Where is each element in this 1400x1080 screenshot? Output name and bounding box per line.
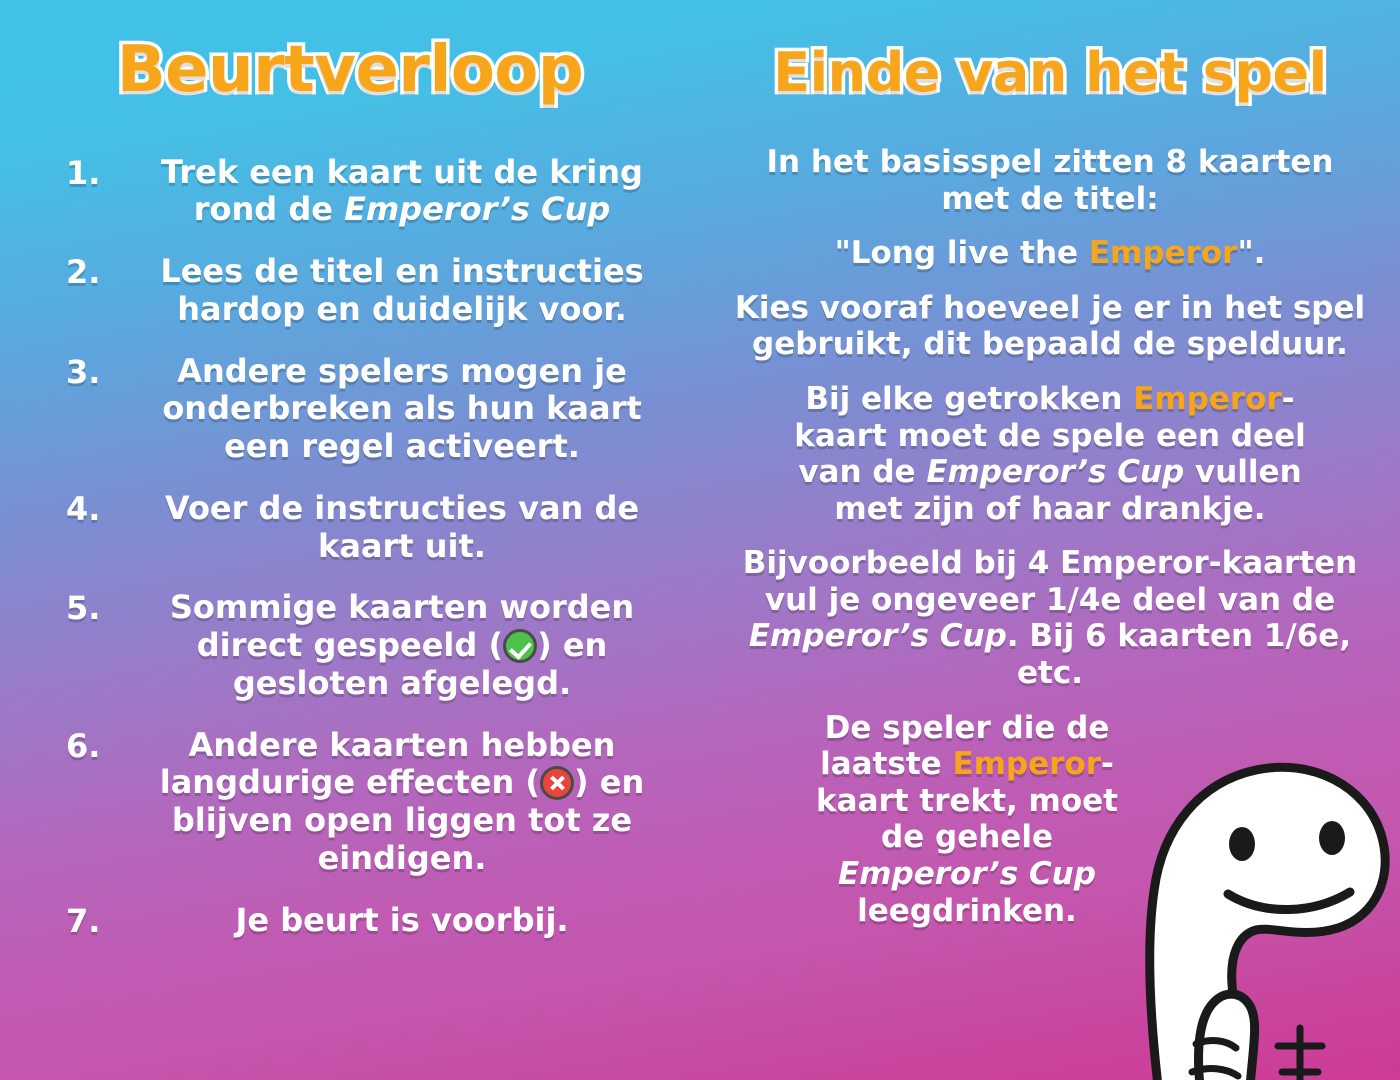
end-of-game-heading: Einde van het spel bbox=[773, 41, 1327, 104]
turn-sequence-list bbox=[40, 154, 660, 940]
list-item bbox=[40, 154, 660, 230]
paragraph-choose-amount bbox=[732, 290, 1368, 363]
step-italic-term: Emperor’s Cup bbox=[344, 190, 611, 229]
step-text: Voer de instructies van de kaart uit. bbox=[164, 488, 640, 565]
step-text: Trek een kaart uit de kring rond de Emperor’s Cup bbox=[161, 152, 643, 229]
paragraph-last-emperor bbox=[802, 710, 1132, 929]
step-number: 5. bbox=[66, 589, 101, 628]
list-item bbox=[40, 490, 660, 566]
step-text: Lees de titel en instructies hardop en duidelijk voor. bbox=[160, 252, 644, 328]
paragraph-fill-cup bbox=[732, 381, 1368, 527]
list-item bbox=[40, 589, 660, 702]
list-item bbox=[40, 902, 660, 940]
paragraph-text: . Bij 6 kaarten 1/6e, etc. bbox=[1006, 618, 1352, 692]
step-number: 7. bbox=[66, 901, 101, 940]
cross-circle-icon bbox=[540, 766, 574, 800]
emperors-cup-term: Emperor’s Cup bbox=[838, 855, 1096, 892]
step-text: Je beurt is voorbij. bbox=[235, 900, 569, 939]
emperors-cup-term: Emperor’s Cup bbox=[926, 454, 1185, 491]
emperor-keyword: Emperor bbox=[1133, 380, 1282, 417]
list-item bbox=[40, 253, 660, 329]
emperors-cup-term: Emperor’s Cup bbox=[748, 618, 1007, 655]
end-of-game-column bbox=[700, 0, 1400, 1080]
list-item bbox=[40, 353, 660, 466]
emperor-keyword: Emperor bbox=[952, 746, 1102, 783]
paragraph-card-title bbox=[732, 235, 1368, 272]
step-text: Andere spelers mogen je onderbreken als hun kaart een regel activeert. bbox=[162, 351, 642, 466]
paragraph-text: ". bbox=[1237, 235, 1266, 272]
step-number: 6. bbox=[66, 726, 101, 765]
paragraph-base-game-count bbox=[732, 144, 1368, 217]
paragraph-text: vullen met zijn of haar drankje. bbox=[834, 454, 1302, 527]
paragraph-text: Kies vooraf hoeveel je er in het spel gebruikt, dit bepaald de spelduur. bbox=[734, 289, 1366, 363]
paragraph-text: De speler die de laatste bbox=[820, 709, 1110, 783]
step-text: Sommige kaarten worden direct gespeeld ( ) en gesloten afgelegd. bbox=[169, 588, 635, 702]
end-of-game-paragraphs bbox=[732, 144, 1368, 929]
paragraph-text: leegdrinken. bbox=[857, 892, 1077, 929]
paragraph-text: -kaart trekt, moet de gehele bbox=[816, 746, 1118, 856]
step-text: Andere kaarten hebben langdurige effecten ( ) en blijven open liggen tot ze eindigen. bbox=[159, 725, 645, 877]
paragraph-text: Bijvoorbeeld bij 4 Emperor-kaarten vul je ongeveer 1/4e deel van de bbox=[742, 545, 1358, 618]
step-number: 1. bbox=[66, 153, 101, 192]
paragraph-text: In het basisspel zitten 8 kaarten met de titel: bbox=[766, 144, 1334, 217]
turn-sequence-heading: Beurtverloop bbox=[116, 33, 584, 107]
list-item bbox=[40, 727, 660, 878]
step-number: 4. bbox=[66, 489, 101, 528]
step-number: 2. bbox=[66, 253, 101, 292]
check-circle-icon bbox=[503, 629, 537, 663]
step-number: 3. bbox=[66, 352, 101, 391]
paragraph-example bbox=[732, 545, 1368, 691]
paragraph-text: "Long live the bbox=[834, 235, 1089, 272]
paragraph-text: -kaart moet de spele een deel van de bbox=[794, 380, 1306, 491]
emperor-keyword: Emperor bbox=[1088, 235, 1238, 272]
paragraph-text: Bij elke getrokken bbox=[805, 380, 1134, 417]
